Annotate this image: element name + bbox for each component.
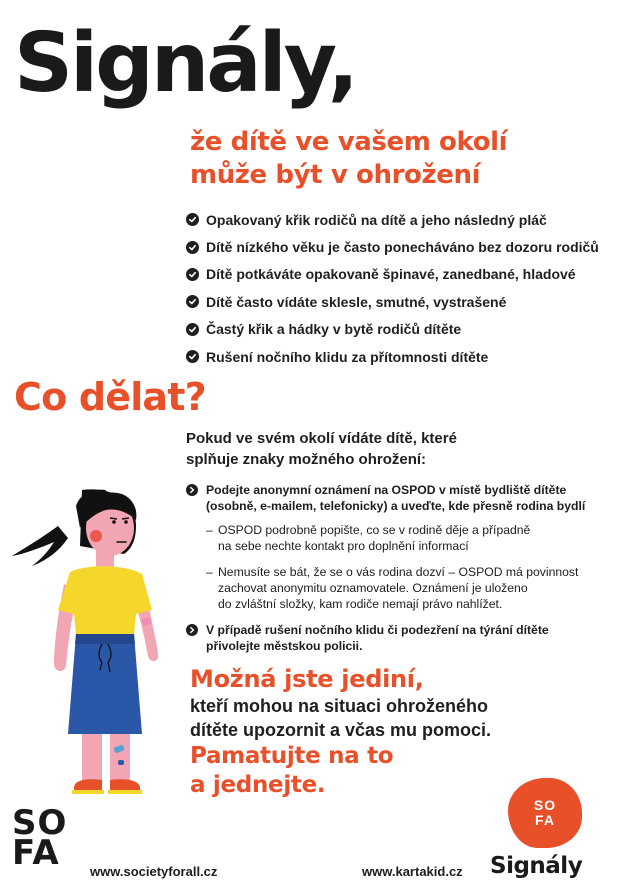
list-item [186, 233, 599, 260]
list-item [186, 206, 599, 233]
check-circle-icon [186, 241, 199, 254]
arrow-circle-icon [186, 624, 198, 636]
signal-text: Dítě nízkého věku je často ponecháváno bez dozoru rodičů [206, 239, 599, 256]
statement-line: kteří mohou na situaci ohroženého [190, 696, 489, 716]
badge-bottom: FA [535, 812, 555, 828]
steps-list [186, 482, 606, 662]
arrow-circle-icon [186, 484, 198, 496]
signal-text: Rušení nočního klidu za přítomnosti dítěte [206, 348, 489, 365]
check-circle-icon [186, 350, 199, 363]
step-line: přivolejte městskou policii. [206, 639, 363, 653]
girl-illustration [10, 484, 170, 804]
brand-name: Signály [490, 853, 583, 879]
signal-text: Častý křik a hádky v bytě rodičů dítěte [206, 321, 462, 338]
signal-list [186, 206, 599, 370]
poster-subtitle [190, 126, 507, 192]
list-item [186, 316, 599, 343]
sub-line: Nemusíte se bát, že se o vás rodina dozví – OSPOD má povinnost [218, 565, 579, 579]
step-line: (osobně, e-mailem, telefonicky) a uveďte, kde přesně rodina bydlí [206, 499, 586, 513]
list-item [186, 482, 606, 514]
sofa-logo [12, 803, 68, 873]
body-statement [190, 694, 491, 742]
intro-line: splňuje znaky možného ohrožení: [186, 451, 427, 468]
list-item [186, 261, 599, 288]
step-line: V případě rušení nočního klidu či podezření na týrání dítěte [206, 623, 549, 637]
list-item [186, 343, 599, 370]
logo-top: SO [12, 803, 68, 843]
intro-text [186, 428, 457, 470]
dash-bullet: – [206, 523, 213, 537]
call-to-action [190, 742, 393, 800]
list-item [206, 564, 606, 612]
highlight-heading: Možná jste jediní, [190, 665, 424, 693]
list-item [206, 522, 606, 554]
section-heading: Co dělat? [14, 375, 206, 419]
sub-line: do zvláštní složky, kam rodiče nemají právo nahlížet. [218, 597, 503, 611]
signal-text: Opakovaný křik rodičů na dítě a jeho následný pláč [206, 211, 547, 228]
signal-text: Dítě potkáváte opakovaně špinavé, zanedbané, hladové [206, 266, 576, 283]
cta-line: a jednejte. [190, 772, 326, 798]
check-circle-icon [186, 268, 199, 281]
poster-title: Signály, [14, 16, 356, 111]
list-item [186, 622, 606, 654]
sub-line: zachovat anonymitu oznamovatele. Oznámení je uloženo [218, 581, 528, 595]
list-item [186, 288, 599, 315]
step-line: Podejte anonymní oznámení na OSPOD v místě bydliště dítěte [206, 483, 567, 497]
logo-bottom: FA [12, 833, 60, 873]
sub-line: na sebe nechte kontakt pro doplnění informací [218, 539, 469, 553]
check-circle-icon [186, 295, 199, 308]
badge-top: SO [533, 797, 557, 813]
sub-line: OSPOD podrobně popište, co se v rodině děje a případně [218, 523, 531, 537]
sofa-badge [508, 778, 582, 848]
intro-line: Pokud ve svém okolí vídáte dítě, které [186, 430, 457, 447]
subtitle-line: že dítě ve vašem okolí [190, 127, 508, 157]
signal-text: Dítě často vídáte sklesle, smutné, vystrašené [206, 293, 507, 310]
check-circle-icon [186, 323, 199, 336]
website-link-sofa[interactable]: www.societyforall.cz [90, 864, 218, 879]
statement-line: dítěte upozornit a včas mu pomoci. [190, 720, 492, 740]
website-link-kartakid[interactable]: www.kartakid.cz [362, 864, 463, 879]
check-circle-icon [186, 213, 199, 226]
subtitle-line: může být v ohrožení [190, 160, 481, 190]
dash-bullet: – [206, 565, 213, 579]
cta-line: Pamatujte na to [190, 743, 394, 769]
